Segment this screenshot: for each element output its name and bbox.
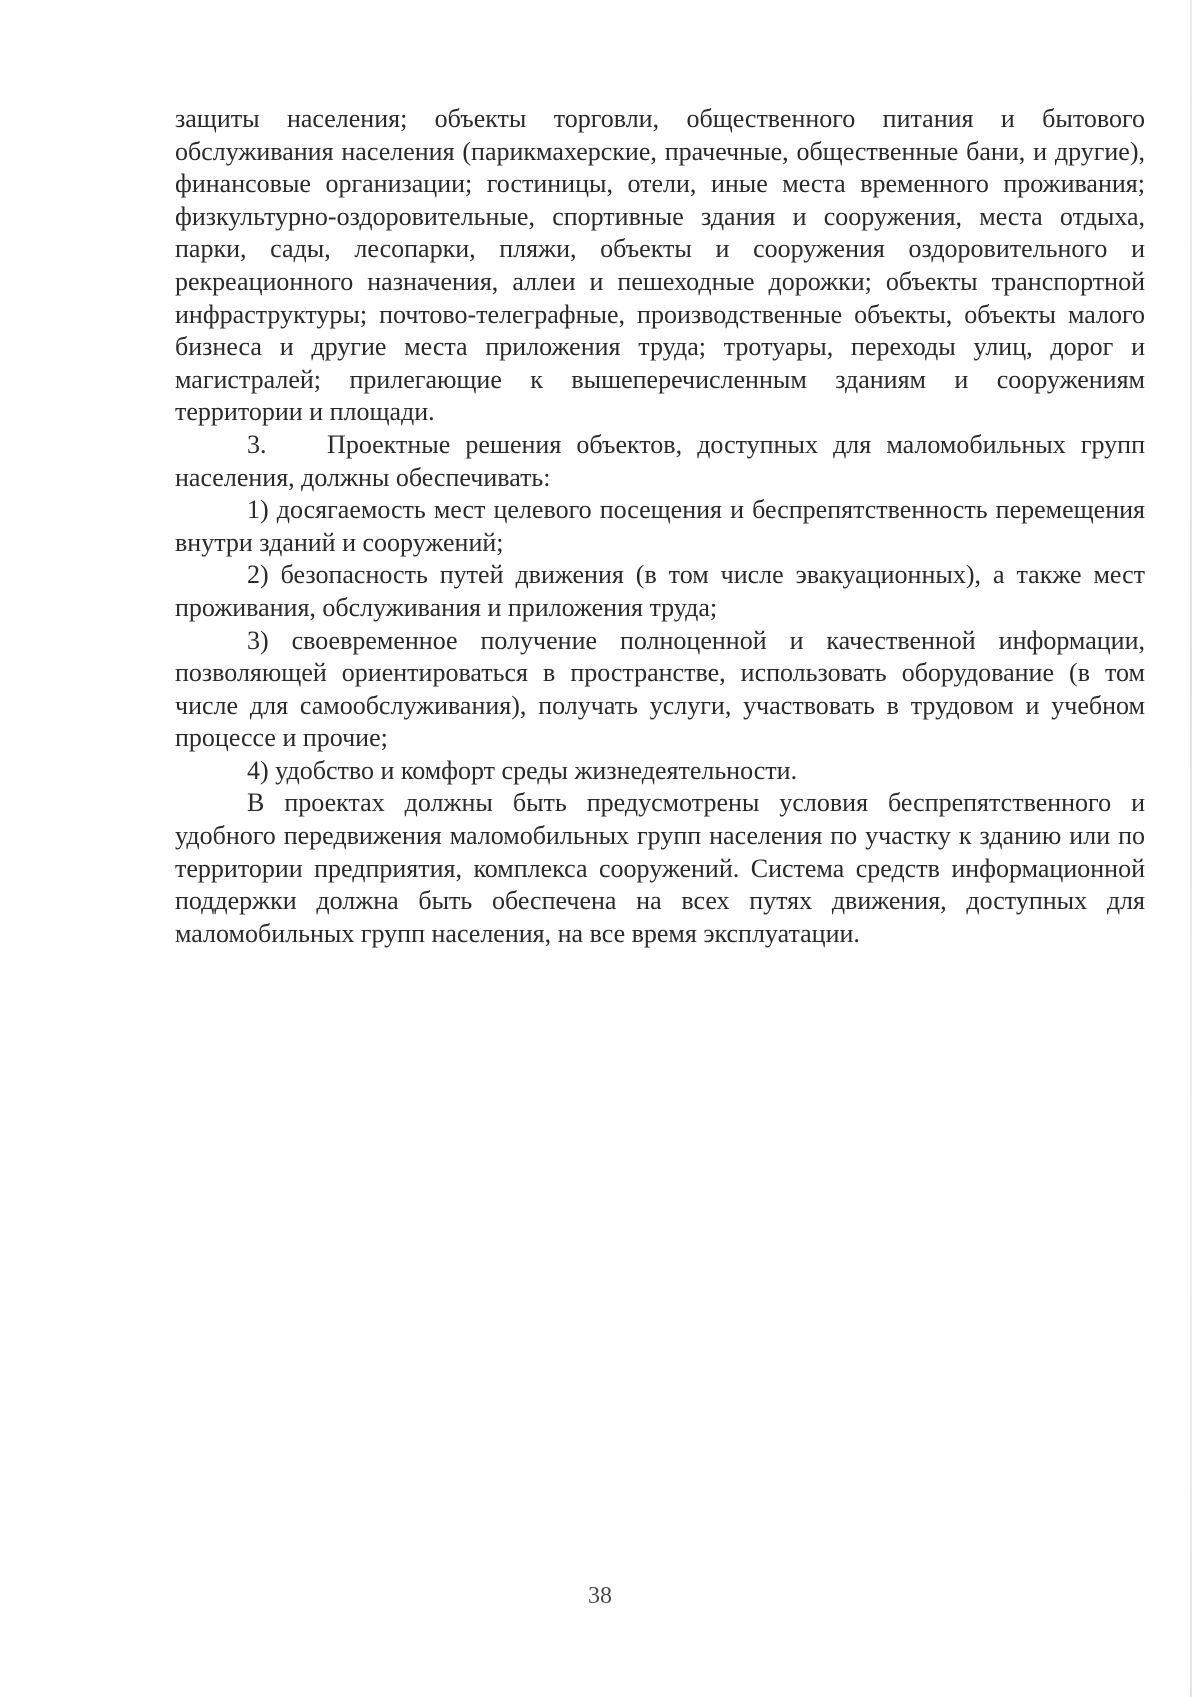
list-item-1: 1) досягаемость мест целевого посещения и беспрепятственность перемещения внутри зданий и сооружений; — [175, 495, 1145, 557]
paragraph-projects: В проектах должны быть предусмотрены условия беспрепятственного и удобного передвижения маломобильных групп населения по участку к зданию или по территории предприятия, комплекса сооружений. Система средств информационной поддержки должна быть обеспечена на всех путях движения, доступных для маломобильных групп населения, на все время эксплуатации. — [175, 788, 1145, 948]
list-item-3: 3) своевременное получение полноценной и качественной информации, позволяющей ориентироваться в пространстве, использовать оборудование (в том числе для самообслуживания), получать услуги, участвовать в трудовом и учебном процессе и прочие; — [175, 625, 1145, 753]
page-number: 38 — [588, 1583, 612, 1609]
scan-edge-shadow — [1190, 0, 1192, 1697]
list-item-2: 2) безопасность путей движения (в том числе эвакуационных), а также мест проживания, обслуживания и приложения труда; — [175, 560, 1145, 622]
list-item-4: 4) удобство и комфорт среды жизнедеятельности. — [247, 755, 798, 785]
body-text — [175, 103, 1145, 950]
paragraph-continuation: защиты населения; объекты торговли, общественного питания и бытового обслуживания населения (парикмахерские, прачечные, общественные бани, и другие), финансовые организации; гостиницы, отели, иные места временного проживания; физкультурно-оздоровительные, спортивные здания и сооружения, места отдыха, парки, сады, лесопарки, пляжи, объекты и сооружения оздоровительного и рекреационного назначения, аллеи и пешеходные дорожки; объекты транспортной инфраструктуры; почтово-телеграфные, производственные объекты, объекты малого бизнеса и другие места приложения труда; тротуары, переходы улиц, дорог и магистралей; прилегающие к вышеперечисленным зданиям и сооружениям территории и площади. — [175, 104, 1145, 427]
paragraph-item-3: 3. Проектные решения объектов, доступных для маломобильных групп населения, должны обеспечивать: — [175, 429, 1145, 492]
